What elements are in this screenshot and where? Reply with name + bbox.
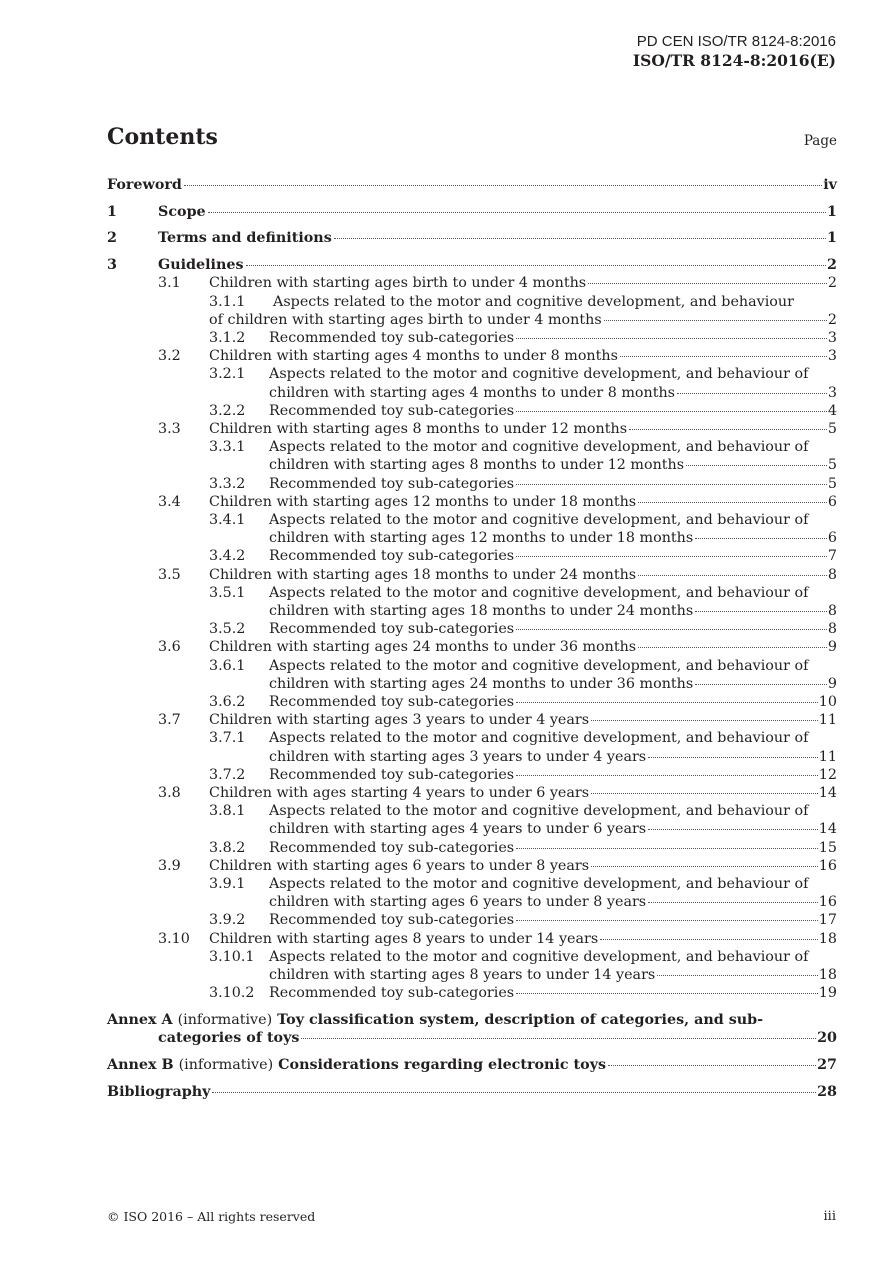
toc-title-line2: children with starting ages 4 months to under 8 months [269, 384, 676, 401]
toc-entry-3-5-2[interactable] [107, 620, 837, 638]
toc-page: 4 [827, 402, 837, 419]
dot-leader [695, 684, 827, 685]
toc-entry-3-3-1-cont[interactable] [107, 456, 837, 474]
toc-entry-3-4-1[interactable] [107, 511, 837, 529]
toc-entry-annex-a-cont[interactable] [107, 1029, 837, 1047]
toc-entry-3-8-1-cont[interactable] [107, 820, 837, 838]
dot-leader [648, 757, 818, 758]
toc-page: 9 [827, 675, 837, 692]
toc-title-line2: children with starting ages 6 years to under 8 years [269, 894, 647, 911]
dot-leader [677, 393, 827, 394]
toc-page: 17 [818, 912, 837, 929]
toc-entry-3[interactable] [107, 256, 837, 274]
toc-entry-foreword[interactable] [107, 176, 837, 194]
toc-number: 3.3.2 [209, 475, 246, 492]
toc-title: Children with starting ages 18 months to under 24 months [209, 566, 637, 583]
toc-page: 12 [818, 766, 837, 783]
toc-number: 3.7 [158, 712, 181, 729]
toc-title: Recommended toy sub-categories [269, 912, 515, 929]
toc-page: 11 [818, 748, 837, 765]
dot-leader [516, 411, 827, 412]
toc-title-line2: children with starting ages 18 months to under 24 months [269, 602, 694, 619]
toc-title: Recommended toy sub-categories [269, 985, 515, 1002]
dot-leader [620, 356, 827, 357]
toc-entry-3-9[interactable] [107, 857, 837, 875]
toc-page: 15 [818, 839, 837, 856]
toc-entry-3-3[interactable] [107, 420, 837, 438]
dot-leader [516, 848, 818, 849]
toc-entry-3-4-2[interactable] [107, 547, 837, 565]
toc-title: Scope [158, 203, 206, 220]
toc-entry-3-8-1[interactable] [107, 802, 837, 820]
toc-number: 3.5.1 [209, 584, 246, 601]
toc-title: Recommended toy sub-categories [269, 329, 515, 346]
toc-entry-3-1[interactable] [107, 274, 837, 292]
document-reference: PD CEN ISO/TR 8124-8:2016 [636, 33, 836, 50]
toc-entry-3-6-1-cont[interactable] [107, 675, 837, 693]
toc-entry-3-2[interactable] [107, 347, 837, 365]
toc-page: 9 [827, 639, 837, 656]
toc-title: Bibliography [107, 1083, 211, 1100]
toc-entry-3-5-1[interactable] [107, 584, 837, 602]
dot-leader [695, 611, 827, 612]
toc-entry-3-5-1-cont[interactable] [107, 602, 837, 620]
dot-leader [184, 185, 822, 186]
dot-leader [591, 793, 818, 794]
toc-title-line1: Aspects related to the motor and cognitive development, and behaviour of [269, 439, 809, 456]
toc-title-line2: children with starting ages 24 months to under 36 months [269, 675, 694, 692]
toc-title-line1: Aspects related to the motor and cognitive development, and behaviour of [269, 657, 809, 674]
toc-page: 8 [827, 566, 837, 583]
dot-leader [301, 1038, 816, 1039]
toc-page: 2 [827, 311, 837, 328]
toc-title: Children with starting ages 3 years to under 4 years [209, 712, 590, 729]
dot-leader [516, 920, 818, 921]
toc-page: 20 [817, 1030, 837, 1047]
toc-entry-3-2-2[interactable] [107, 402, 837, 420]
toc-number: 3.8.2 [209, 839, 246, 856]
toc-number: 3.1 [158, 275, 181, 292]
toc-page: 2 [827, 275, 837, 292]
dot-leader [600, 939, 818, 940]
toc-number: 3.9.2 [209, 912, 246, 929]
toc-title: Terms and definitions [158, 230, 332, 247]
toc-entry-3-4[interactable] [107, 493, 837, 511]
dot-leader [516, 556, 827, 557]
toc-title-line1: Toy classification system, description of categories, and sub- [277, 1011, 764, 1028]
toc-entry-3-6-2[interactable] [107, 693, 837, 711]
document-identifier: ISO/TR 8124-8:2016(E) [632, 51, 836, 70]
toc-title: Recommended toy sub-categories [269, 402, 515, 419]
toc-title: Foreword [107, 177, 182, 193]
toc-title: Children with starting ages 4 months to under 8 months [209, 348, 618, 365]
toc-number: 3.1.2 [209, 329, 246, 346]
toc-entry-3-1-1[interactable] [107, 293, 837, 311]
dot-leader [516, 993, 818, 994]
toc-title-line2: children with starting ages 8 months to under 12 months [269, 457, 685, 474]
toc-page: 3 [827, 348, 837, 365]
toc-title: Guidelines [158, 257, 244, 274]
toc-page: 19 [818, 985, 837, 1002]
dot-leader [246, 265, 827, 266]
dot-leader [695, 538, 827, 539]
toc-title-line2: categories of toys [158, 1030, 300, 1047]
toc-page: 7 [827, 548, 837, 565]
dot-leader [516, 338, 827, 339]
dot-leader [638, 575, 827, 576]
toc-page: 3 [827, 329, 837, 346]
toc-title: Considerations regarding electronic toys [278, 1056, 607, 1073]
toc-title: Children with starting ages 8 months to under 12 months [209, 420, 628, 437]
toc-number: 1 [107, 203, 117, 220]
toc-page: 16 [818, 857, 837, 874]
annex-type: (informative) [178, 1056, 274, 1073]
toc-entry-3-7[interactable] [107, 711, 837, 729]
toc-page: 11 [818, 712, 837, 729]
toc-page: 8 [827, 602, 837, 619]
toc-title: Children with starting ages 6 years to under 8 years [209, 857, 590, 874]
toc-entry-3-1-1-cont[interactable] [107, 311, 837, 329]
toc-entry-2[interactable] [107, 229, 837, 247]
toc-entry-3-8[interactable] [107, 784, 837, 802]
toc-number: 3.2 [158, 348, 181, 365]
toc-title: Recommended toy sub-categories [269, 548, 515, 565]
table-of-contents [107, 176, 837, 1101]
toc-entry-3-9-1-cont[interactable] [107, 893, 837, 911]
toc-number: 3.6.1 [209, 657, 246, 674]
toc-title-line2: children with starting ages 4 years to under 6 years [269, 821, 647, 838]
toc-entry-3-8-2[interactable] [107, 839, 837, 857]
toc-number: 3.1.1 [209, 293, 246, 310]
dot-leader [516, 775, 818, 776]
toc-title-line1: Aspects related to the motor and cognitive development, and behaviour of [269, 584, 809, 601]
toc-page: 1 [827, 203, 837, 220]
toc-entry-3-2-1[interactable] [107, 365, 837, 383]
dot-leader [516, 629, 827, 630]
dot-leader [648, 902, 818, 903]
toc-number: 2 [107, 230, 117, 247]
annex-type: (informative) [177, 1011, 273, 1028]
toc-number: 3.4 [158, 493, 181, 510]
annex-label: Annex B [107, 1056, 174, 1073]
toc-page: 18 [818, 930, 837, 947]
toc-number: 3.4.1 [209, 511, 246, 528]
toc-entry-3-6[interactable] [107, 638, 837, 656]
toc-title: Children with starting ages birth to under 4 months [209, 275, 587, 292]
toc-number: 3.3.1 [209, 439, 246, 456]
toc-entry-3-7-1[interactable] [107, 729, 837, 747]
toc-title-line1: Aspects related to the motor and cognitive development, and behaviour [273, 293, 794, 310]
toc-page: 10 [818, 693, 837, 710]
dot-leader [608, 1065, 816, 1066]
toc-title: Children with ages starting 4 years to under 6 years [209, 785, 590, 801]
dot-leader [604, 320, 827, 321]
toc-number: 3.7.1 [209, 730, 246, 747]
toc-number: 3.2.2 [209, 402, 246, 419]
toc-page: 28 [817, 1083, 837, 1100]
toc-page: 14 [818, 821, 837, 838]
dot-leader [208, 212, 826, 213]
dot-leader [591, 720, 818, 721]
dot-leader [657, 975, 818, 976]
dot-leader [588, 283, 827, 284]
toc-title: Recommended toy sub-categories [269, 621, 515, 638]
page-column-label: Page [803, 133, 837, 149]
toc-title-line2: children with starting ages 3 years to under 4 years [269, 748, 647, 765]
toc-title-line2: of children with starting ages birth to under 4 months [209, 311, 602, 328]
toc-entry-3-10-1-cont[interactable] [107, 966, 837, 984]
toc-title: Recommended toy sub-categories [269, 766, 515, 783]
toc-title: Children with starting ages 8 years to under 14 years [209, 930, 599, 947]
toc-entry-3-3-2[interactable] [107, 475, 837, 493]
dot-leader [334, 238, 826, 239]
toc-number: 3.8 [158, 785, 181, 801]
dot-leader [638, 502, 827, 503]
toc-number: 3.6.2 [209, 693, 246, 710]
toc-number: 3.10 [158, 930, 190, 947]
toc-page: 8 [827, 621, 837, 638]
toc-entry-3-9-1[interactable] [107, 875, 837, 893]
toc-entry-bibliography[interactable] [107, 1083, 837, 1101]
toc-page: iv [823, 177, 837, 193]
toc-number: 3.3 [158, 420, 181, 437]
toc-page: 5 [827, 420, 837, 437]
toc-entry-3-9-2[interactable] [107, 911, 837, 929]
annex-label: Annex A [107, 1011, 173, 1028]
toc-title-line2: children with starting ages 12 months to under 18 months [269, 530, 694, 547]
toc-entry-3-10[interactable] [107, 930, 837, 948]
toc-title-line1: Aspects related to the motor and cognitive development, and behaviour of [269, 730, 809, 747]
toc-title-line1: Aspects related to the motor and cognitive development, and behaviour of [269, 803, 809, 820]
toc-page: 2 [827, 257, 837, 274]
dot-leader [591, 866, 818, 867]
toc-number: 3.5 [158, 566, 181, 583]
toc-entry-3-6-1[interactable] [107, 657, 837, 675]
toc-title-line1: Aspects related to the motor and cognitive development, and behaviour of [269, 876, 809, 893]
toc-page: 27 [817, 1056, 837, 1073]
toc-title: Recommended toy sub-categories [269, 839, 515, 856]
toc-entry-3-3-1[interactable] [107, 438, 837, 456]
toc-number: 3.6 [158, 639, 181, 656]
toc-entry-3-4-1-cont[interactable] [107, 529, 837, 547]
toc-page: 18 [818, 967, 837, 984]
toc-entry-3-7-1-cont[interactable] [107, 748, 837, 766]
page-number: iii [823, 1209, 836, 1224]
toc-entry-3-7-2[interactable] [107, 766, 837, 784]
dot-leader [648, 829, 818, 830]
toc-entry-3-10-2[interactable] [107, 984, 837, 1002]
toc-page: 1 [827, 230, 837, 247]
dot-leader [629, 429, 827, 430]
toc-number: 3.4.2 [209, 548, 246, 565]
dot-leader [686, 465, 827, 466]
toc-title: Recommended toy sub-categories [269, 475, 515, 492]
dot-leader [638, 647, 827, 648]
toc-number: 3.10.1 [209, 948, 255, 965]
toc-title: Children with starting ages 24 months to under 36 months [209, 639, 637, 656]
toc-page: 3 [827, 384, 837, 401]
toc-title-line2: children with starting ages 8 years to under 14 years [269, 967, 656, 984]
dot-leader [516, 702, 818, 703]
dot-leader [516, 484, 827, 485]
copyright-notice: © ISO 2016 – All rights reserved [107, 1209, 316, 1224]
toc-page: 5 [827, 457, 837, 474]
toc-title-line1: Aspects related to the motor and cognitive development, and behaviour of [269, 511, 809, 528]
toc-number: 3.7.2 [209, 766, 246, 783]
toc-title-line1: Aspects related to the motor and cognitive development, and behaviour of [269, 366, 809, 383]
toc-entry-3-5[interactable] [107, 566, 837, 584]
toc-page: 14 [818, 785, 837, 801]
toc-number: 3.10.2 [209, 985, 255, 1002]
dot-leader [212, 1092, 816, 1093]
toc-entry-annex-a[interactable] [107, 1011, 837, 1029]
toc-title: Children with starting ages 12 months to under 18 months [209, 493, 637, 510]
toc-entry-1[interactable] [107, 203, 837, 221]
toc-number: 3.8.1 [209, 803, 246, 820]
toc-number: 3.2.1 [209, 366, 246, 383]
toc-title: Recommended toy sub-categories [269, 693, 515, 710]
toc-page: 5 [827, 475, 837, 492]
toc-number: 3.5.2 [209, 621, 246, 638]
toc-title-line1: Aspects related to the motor and cognitive development, and behaviour of [269, 948, 809, 965]
toc-entry-annex-b[interactable] [107, 1056, 837, 1074]
toc-entry-3-2-1-cont[interactable] [107, 384, 837, 402]
toc-page: 16 [818, 894, 837, 911]
toc-page: 6 [827, 493, 837, 510]
toc-page: 6 [827, 530, 837, 547]
toc-number: 3.9 [158, 857, 181, 874]
toc-entry-3-10-1[interactable] [107, 948, 837, 966]
toc-number: 3.9.1 [209, 876, 246, 893]
page-title: Contents [107, 124, 218, 150]
toc-entry-3-1-2[interactable] [107, 329, 837, 347]
toc-number: 3 [107, 257, 117, 274]
